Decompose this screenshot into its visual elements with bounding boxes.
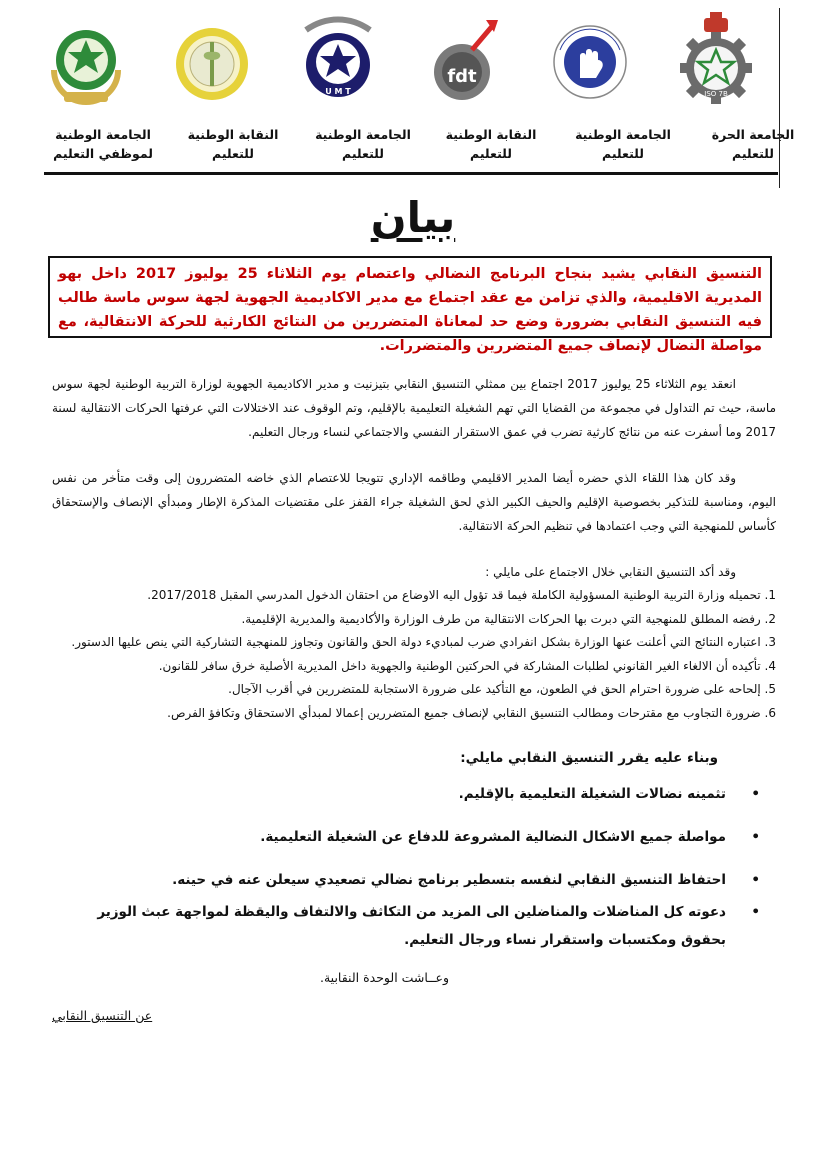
org-line1: الجامعة الوطنية: [575, 127, 671, 142]
points-list: [52, 584, 776, 725]
signature: عن التنسيق النقابي: [52, 1008, 153, 1023]
org-line2: لموظفي التعليم: [53, 146, 153, 161]
decisions-lead: وبناء عليه يقرر التنسيق النقابي مايلي:: [460, 750, 718, 766]
list-item: 2. رفضه المطلق للمنهجية التي دبرت بها الحركات الانتقالية من طرف الوزارة والأكاديمية والمديرية الإقليمية.: [241, 611, 776, 626]
list-item: 4. تأكيده أن الالغاء الغير القانوني لطلبات المشاركة في الحركتين الوطنية والجهوية داخل المديرية الأصلية خرق سافر للقانون.: [158, 658, 776, 673]
organizations-row: [40, 125, 800, 175]
list-item: 6. ضرورة التجاوب مع مقترحات ومطالب التنسيق النقابي لإنصاف جميع المتضررين إعمالا لمبدأي الاستحقاق وتكافؤ الفرص.: [167, 705, 776, 720]
fdt-logo: [422, 10, 506, 110]
org-line2: للتعليم: [732, 146, 774, 161]
niqaba-wataniya-logo: [170, 10, 254, 110]
decision-text: احتفاظ التنسيق النقابي لنفسه بتسطير برنامج نضالي تصعيدي سيعلن عنه في حينه.: [172, 872, 726, 888]
header-divider: [44, 172, 778, 175]
highlight-box: التنسيق النقابي يشيد بنجاح البرنامج النضالي واعتصام يوم الثلاثاء 25 يوليوز 2017 داخل بهو المديرية الاقليمية، والذي تزامن مع عقد اجتماع مع مدير الاكاديمية الجهوية لجهة سوس ماسة طالب فيه التنسيق النقابي بضرورة وضع حد لمعاناة المتضررين من النتائج الكارثية للحركة الانتقالية، مع مواصلة النضال لإنصاف جميع المتضررين والمتضررات.: [48, 256, 772, 338]
paragraph-3-text: وقد أكد التنسيق النقابي خلال الاجتماع على مايلي :: [485, 565, 736, 579]
org-line1: النقابة الوطنية: [187, 127, 279, 142]
org-line1: الجامعة الوطنية: [55, 127, 151, 142]
org-jamia-muwadhafi: [40, 125, 166, 163]
paragraph-2-text: وقد كان هذا اللقاء الذي حضره أيضا المدير الاقليمي وطاقمه الإداري تتويجا للاعتصام الذي خاضه المتضررون إلى وقت متأخر من نفس اليوم، ومناسبة للتذكير بخصوصية الإقليم والحيف الكبير الذي لحق الشغيلة جراء القفز على مقتضيات المذكرة الإطار ومبدأي الإنصاف والإستحقاق كأساس للمنهجية التي وجب اعتمادها في تنظيم الحركة الانتقالية.: [52, 471, 776, 533]
paragraph-1: [52, 372, 776, 444]
bullet-icon: •: [751, 829, 760, 845]
org-line1: الجامعة الوطنية: [315, 127, 411, 142]
paragraph-2: [52, 466, 776, 538]
margin-line: [779, 8, 780, 188]
logos-row: [40, 10, 800, 110]
org-jamia-wataniya-1: [560, 125, 686, 163]
decision-text: تثمينه نضالات الشغيلة التعليمية بالإقليم.: [458, 786, 726, 802]
jamia-hurra-logo: [674, 10, 758, 110]
org-line2: للتعليم: [470, 146, 512, 161]
umt-logo-text: U M T: [325, 87, 351, 96]
closing-line: وعــاشت الوحدة النقابية.: [320, 970, 450, 985]
list-item: 3. اعتباره النتائج التي أعلنت عنها الوزارة بشكل انفرادي ضرب لمباديء دولة الحق والقانون وتجاوز للمنهجية التشاركية التي ينص عليها الدستور.: [71, 635, 776, 649]
list-item: [70, 866, 762, 894]
org-line1: الجامعة الحرة: [711, 127, 795, 142]
decision-long-text: دعوته كل المناضلات والمناضلين الى المزيد من التكاثف والالتفاف واليقظة لمواجهة عبث الوزير بحقوق ومكتسبات واستقرار نساء ورجال التعليم.: [97, 904, 726, 948]
bullet-icon: •: [751, 872, 760, 888]
paragraph-3: [52, 560, 776, 584]
jamia-muwadhafi-logo: [44, 10, 128, 110]
org-line2: للتعليم: [212, 146, 254, 161]
decision-long: [70, 898, 762, 954]
org-line2: للتعليم: [602, 146, 644, 161]
document-title: بيان: [370, 193, 456, 242]
list-item: 5. إلحاحه على ضرورة احترام الحق في الطعون، مع التأكيد على ضرورة الاستجابة للمتضررين في أقرب الآجال.: [228, 682, 776, 696]
umt-logo: [296, 10, 380, 110]
list-item: [70, 780, 762, 808]
org-jamia-wataniya-2: [300, 125, 426, 163]
decision-text: مواصلة جميع الاشكال النضالية المشروعة للدفاع عن الشغيلة التعليمية.: [260, 829, 726, 845]
list-item: [70, 823, 762, 851]
org-line2: للتعليم: [342, 146, 384, 161]
bullet-icon: •: [751, 904, 760, 920]
jamia-wataniya-logo: [548, 10, 632, 110]
paragraph-1-text: انعقد يوم الثلاثاء 25 يوليوز 2017 اجتماع بين ممثلي التنسيق النقابي بتيزنيت و مدير الاكاديمية الجهوية لوزارة التربية الوطنية لجهة سوس ماسة، حيث تم التداول في مجموعة من القضايا التي تهم الشغيلة التعليمية بالإقليم، وتم الوقوف عند الاختلالات التي عرفتها الحركات الانتقالية لسنة 2017 وما أسفرت عنه من نتائج كارثية تضرب في عمق الاستقرار النفسي والاجتماعي لنساء ورجال التعليم.: [52, 377, 776, 439]
org-jamia-hurra: [690, 125, 816, 163]
svg-text:ISO 7B: ISO 7B: [704, 90, 728, 98]
bullet-icon: •: [751, 786, 760, 802]
list-item: 1. تحميله وزارة التربية الوطنية المسؤولية الكاملة فيما قد تؤول اليه الاوضاع من احتقان الدخول المدرسي المقبل 2017/2018.: [147, 588, 776, 602]
org-niqaba-wataniya-1: [428, 125, 554, 163]
decisions-list: [70, 780, 762, 909]
fdt-logo-text: fdt: [447, 66, 477, 87]
org-niqaba-wataniya-2: [170, 125, 296, 163]
org-line1: النقابة الوطنية: [445, 127, 537, 142]
